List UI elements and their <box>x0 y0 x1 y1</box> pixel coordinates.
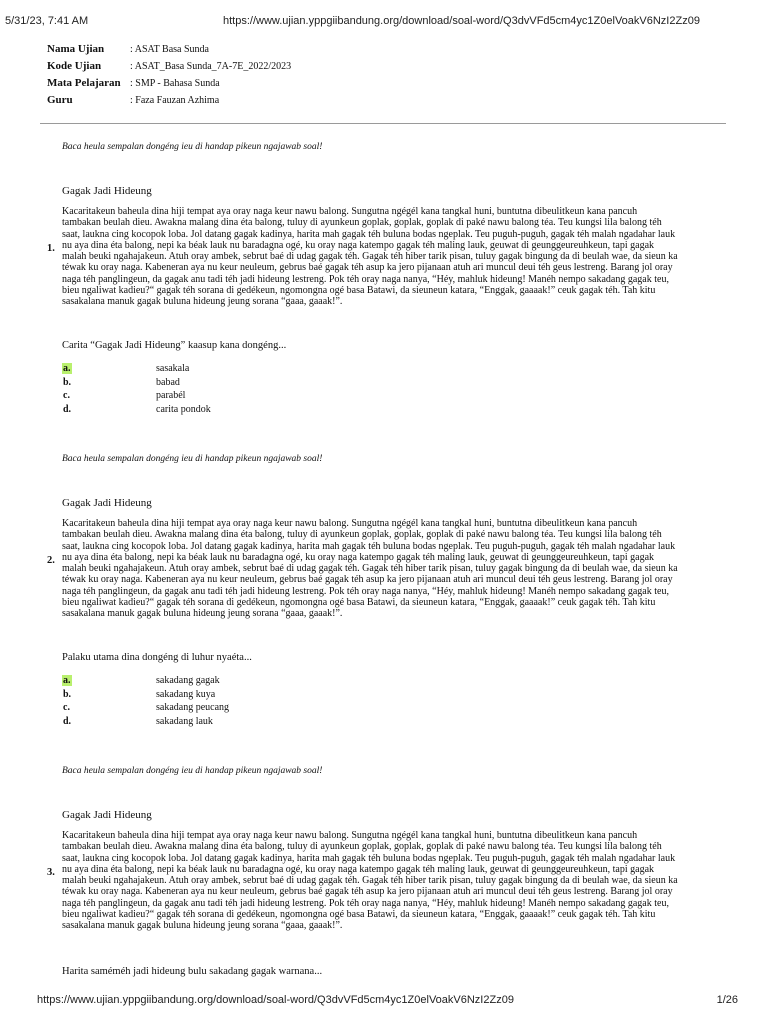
option-text: carita pondok <box>156 403 211 415</box>
passage-line: sasakalana manuk gagak buluna hideung jeung sorana “gaaa, gaaak!”. <box>62 608 343 620</box>
option-text: sasakala <box>156 363 190 375</box>
option-text: babad <box>156 376 180 388</box>
exam-info-value: : SMP - Bahasa Sunda <box>130 78 220 89</box>
passage-line: saat, laukna cing kocopok loba. Jol datang gagak kadinya, harita mah gagak téh buluna bodas ngeplak. Teu puguh-puguh, gagak téh malah ngadahar lauk <box>62 540 676 552</box>
option-label: d. <box>63 715 72 727</box>
story-passage <box>62 518 728 620</box>
option-text: sakadang lauk <box>156 715 213 727</box>
exam-info-row <box>47 94 291 111</box>
answer-option-b[interactable] <box>62 376 211 390</box>
question-instruction: Baca heula sempalan dongéng ieu di handap pikeun ngajawab soal! <box>62 454 323 464</box>
passage-line: Kacaritakeun baheula dina hiji tempat aya oray naga keur nawu balong. Sungutna ngégél kana tangkal huni, buntutna dibeulitkeun kana pancuh <box>62 830 638 841</box>
answer-option-a[interactable] <box>62 674 229 688</box>
question-text: Palaku utama dina dongéng di luhur nyaéta... <box>62 652 252 663</box>
exam-info-row <box>47 43 291 60</box>
answer-options <box>62 674 229 728</box>
passage-line: saat, laukna cing kocopok loba. Jol datang gagak kadinya, harita mah gagak téh buluna bodas ngeplak. Teu puguh-puguh, gagak téh malah ngadahar lauk <box>62 852 676 864</box>
print-datetime: 5/31/23, 7:41 AM <box>5 15 89 27</box>
print-header <box>5 15 759 29</box>
passage-line: malah beuki ngahajakeun. Atuh oray ambek, sebrut baé di udag gagak téh. Gagak téh hiber tarik pisan, tuluy gagak bingung da di beulah wae, da sieun ka <box>62 563 678 575</box>
header-divider <box>40 123 726 124</box>
option-label: b. <box>63 688 72 700</box>
passage-line: tambakan beulah dieu. Awakna malang dina éta balong, tuluy di ayunkeun goplak, goplak, goplak di paké nawu balong téa. Teu kungsi lila balong téh <box>62 217 662 229</box>
passage-line: malah beuki ngahajakeun. Atuh oray ambek, sebrut baé di udag gagak téh. Gagak téh hiber tarik pisan, tuluy gagak bingung da di beulah wae, da sieun ka <box>62 875 678 887</box>
option-label: d. <box>63 403 72 415</box>
passage-line: bieu ngaliwat kadieu?“ gagak téh sorana di gedékeun, ngomongna ogé basa Batawi, da sieuneun katara, “Enggak, gaaaak!” ceuk gagak téh. Tah kitu <box>62 909 656 921</box>
print-footer <box>37 994 738 1008</box>
question-instruction: Baca heula sempalan dongéng ieu di handap pikeun ngajawab soal! <box>62 766 323 776</box>
exam-info-label: Kode Ujian <box>47 60 102 72</box>
question-text: Harita saméméh jadi hideung bulu sakadang gagak warnana... <box>62 966 323 977</box>
story-passage <box>62 830 728 932</box>
passage-line: tambakan beulah dieu. Awakna malang dina éta balong, tuluy di ayunkeun goplak, goplak, goplak di paké nawu balong téa. Teu kungsi lila balong téh <box>62 841 662 853</box>
passage-line: nu aya dina éta balong, nepi ka béak lauk nu baradagna ogé, ku oray naga katempo gagak téh maling lauk, geuwat di geunggeureuhkeun, tapi gagak <box>62 551 655 563</box>
option-label: c. <box>63 702 70 714</box>
exam-info-label: Guru <box>47 94 73 106</box>
answer-option-d[interactable] <box>62 403 211 417</box>
option-label: a. <box>63 675 71 687</box>
question-block <box>47 142 727 432</box>
passage-line: Kacaritakeun baheula dina hiji tempat aya oray naga keur nawu balong. Sungutna ngégél kana tangkal huni, buntutna dibeulitkeun kana pancuh <box>62 518 638 529</box>
option-text: sakadang gagak <box>156 675 220 687</box>
option-text: parabél <box>156 390 186 402</box>
option-text: sakadang peucang <box>156 702 230 714</box>
passage-line: téwak ku oray naga. Kabeneran aya nu keur neuleum, gebrus baé gagak téh asup ka jero pijanaan atuh ari muncul deui téh geus lestreng. Barang jol oray <box>62 262 673 274</box>
story-title: Gagak Jadi Hideung <box>62 809 152 821</box>
exam-info-value: : ASAT Basa Sunda <box>130 44 209 55</box>
passage-line: malah beuki ngahajakeun. Atuh oray ambek, sebrut baé di udag gagak téh. Gagak téh hiber tarik pisan, tuluy gagak bingung da di beulah wae, da sieun ka <box>62 251 678 263</box>
passage-line: nu aya dina éta balong, nepi ka béak lauk nu baradagna ogé, ku oray naga katempo gagak téh maling lauk, geuwat di geunggeureuhkeun, tapi gagak <box>62 239 655 251</box>
exam-info-value: : Faza Fauzan Azhima <box>130 95 220 106</box>
story-title: Gagak Jadi Hideung <box>62 497 152 509</box>
question-block <box>47 454 727 744</box>
answer-option-a[interactable] <box>62 362 211 376</box>
passage-line: bieu ngaliwat kadieu?“ gagak téh sorana di gedékeun, ngomongna ogé basa Batawi, da sieuneun katara, “Enggak, gaaaak!” ceuk gagak téh. Tah kitu <box>62 597 656 609</box>
passage-line: sasakalana manuk gagak buluna hideung jeung sorana “gaaa, gaaak!”. <box>62 920 343 932</box>
question-number: 2. <box>47 555 55 566</box>
story-title: Gagak Jadi Hideung <box>62 185 152 197</box>
passage-line: téwak ku oray naga. Kabeneran aya nu keur neuleum, gebrus baé gagak téh asup ka jero pijanaan atuh ari muncul deui téh geus lestreng. Barang jol oray <box>62 886 673 898</box>
exam-info-row <box>47 77 291 94</box>
exam-info-row <box>47 60 291 77</box>
passage-line: nu aya dina éta balong, nepi ka béak lauk nu baradagna ogé, ku oray naga katempo gagak téh maling lauk, geuwat di geunggeureuhkeun, tapi gagak <box>62 863 655 875</box>
page-number: 1/26 <box>716 994 738 1006</box>
passage-line: tambakan beulah dieu. Awakna malang dina éta balong, tuluy di ayunkeun goplak, goplak, goplak di paké nawu balong téa. Teu kungsi lila balong téh <box>62 529 662 541</box>
passage-line: bieu ngaliwat kadieu?“ gagak téh sorana di gedékeun, ngomongna ogé basa Batawi, da sieuneun katara, “Enggak, gaaaak!” ceuk gagak téh. Tah kitu <box>62 285 656 297</box>
passage-line: saat, laukna cing kocopok loba. Jol datang gagak kadinya, harita mah gagak téh bulunа bodas ngeplak. Teu puguh-puguh, gagak téh malah ngadahar lauk <box>62 228 676 240</box>
passage-line: téwak ku oray naga. Kabeneran aya nu keur neuleum, gebrus baé gagak téh asup ka jero pijanaan atuh ari muncul deui téh geus lestreng. Barang jol oray <box>62 574 673 586</box>
option-label: c. <box>63 390 70 402</box>
exam-info-label: Mata Pelajaran <box>47 77 121 89</box>
print-footer-url: https://www.ujian.yppgiibandung.org/download/soal-word/Q3dvVFd5cm4yc1Z0elVoakV6NzI2Zz09 <box>37 994 514 1006</box>
print-header-url: https://www.ujian.yppgiibandung.org/download/soal-word/Q3dvVFd5cm4yc1Z0elVoakV6NzI2Zz09 <box>223 15 700 27</box>
question-instruction: Baca heula sempalan dongéng ieu di handap pikeun ngajawab soal! <box>62 142 323 152</box>
passage-line: naga téh panglingeun, da gagak anu tadi téh jadi hideung lestreng. Pok téh oray naga nanya, “Héy, mahluk hideung! Manéh nempo sakadang gagak teu, <box>62 897 669 909</box>
passage-line: naga téh panglingeun, da gagak anu tadi téh jadi hideung lestreng. Pok téh oray naga nanya, “Héy, mahluk hideung! Manéh nempo sakadang gagak teu, <box>62 585 669 597</box>
answer-option-d[interactable] <box>62 715 229 729</box>
story-passage <box>62 206 728 308</box>
passage-line: sasakalana manuk gagak buluna hideung jeung sorana “gaaa, gaaak!”. <box>62 296 343 308</box>
answer-option-c[interactable] <box>62 389 211 403</box>
passage-line: Kacaritakeun baheula dina hiji tempat aya oray naga keur nawu balong. Sungutna ngégél kana tangkal huni, buntutna dibeulitkeun kana pancuh <box>62 206 638 217</box>
question-number: 1. <box>47 243 55 254</box>
option-text: sakadang kuya <box>156 688 216 700</box>
exam-info-value: : ASAT_Basa Sunda_7A-7E_2022/2023 <box>130 61 292 72</box>
answer-options <box>62 362 211 416</box>
option-label: b. <box>63 376 72 388</box>
answer-option-c[interactable] <box>62 701 229 715</box>
question-block <box>47 766 727 986</box>
exam-info <box>47 43 291 111</box>
exam-info-label: Nama Ujian <box>47 43 105 55</box>
question-number: 3. <box>47 867 55 878</box>
question-text: Carita “Gagak Jadi Hideung” kaasup kana dongéng... <box>62 340 287 351</box>
passage-line: naga téh panglingeun, da gagak anu tadi téh jadi hideung lestreng. Pok téh oray naga nanya, “Héy, mahluk hideung! Manéh nempo sakadang gagak teu, <box>62 273 669 285</box>
option-label: a. <box>63 363 71 375</box>
answer-option-b[interactable] <box>62 688 229 702</box>
